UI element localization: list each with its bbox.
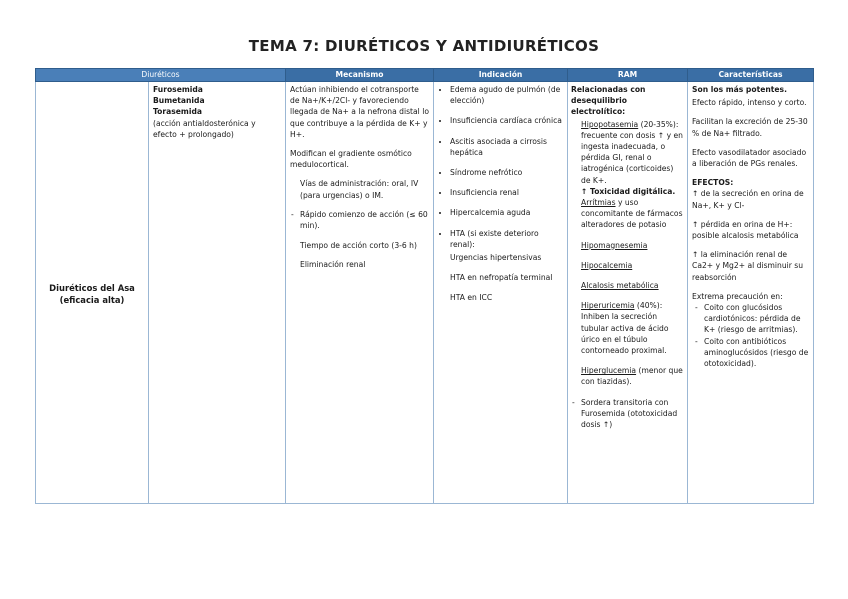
precaution-list <box>692 302 809 369</box>
ram-term: Hipocalcemia <box>581 260 633 270</box>
list-item: • Hipercalcemia aguda <box>450 207 563 218</box>
ram-intro: desequilibrio <box>571 96 627 106</box>
drug-name: Torasemida <box>153 107 203 117</box>
elimination: Eliminación renal <box>300 260 366 270</box>
list-item: • Insuficiencia cardíaca crónica <box>450 115 563 126</box>
table-header-row <box>36 69 814 82</box>
indication-list <box>438 84 563 250</box>
list-item: - Coito con antibióticos aminoglucósidos (riesgo de ototoxicidad). <box>704 336 809 370</box>
list-item: • HTA (si existe deterioro renal): <box>450 228 563 250</box>
ram-digitalis: ↑ Toxicidad digitálica. <box>581 186 676 196</box>
table-row <box>36 82 814 504</box>
ram-list <box>571 397 683 431</box>
list-item: • Edema agudo de pulmón (de elección) <box>450 84 563 106</box>
ram-term: Hiperglucemia <box>581 366 637 376</box>
list-item: • Síndrome nefrótico <box>450 167 563 178</box>
ram-text: (20-35%): frecuente con dosis ↑ y en ingesta inadecuada, o pérdida GI, renal o iatrogénica (corticoides) de K+. <box>581 119 683 185</box>
effect-item: ↑ de la secreción en orina de Na+, K+ y Cl- <box>692 189 804 210</box>
features-cell <box>688 82 814 504</box>
feature-text: Facilitan la excreción de 25-30 % de Na+ filtrado. <box>692 117 808 138</box>
list-item: • Insuficiencia renal <box>450 187 563 198</box>
ram-term: Hipopotasemia <box>581 119 639 129</box>
effect-item: ↑ la eliminación renal de Ca2+ y Mg2+ al disminuir su reabsorción <box>692 250 804 282</box>
mechanism-list <box>290 209 429 231</box>
header-ram: RAM <box>568 69 688 82</box>
diuretics-table <box>35 68 814 504</box>
list-item: HTA en nefropatía terminal <box>450 273 553 283</box>
list-item: Urgencias hipertensivas <box>450 253 542 263</box>
drugs-cell <box>149 82 286 504</box>
effects-heading: EFECTOS: <box>692 178 734 188</box>
list-item: HTA en ICC <box>450 293 493 303</box>
list-item: - Coito con glucósidos cardiotónicos: pérdida de K+ (riesgo de arritmias). <box>704 302 809 336</box>
group-subtitle: (eficacia alta) <box>59 294 125 305</box>
ram-intro: electrolítico: <box>571 107 626 117</box>
page-title: TEMA 7: DIURÉTICOS Y ANTIDIURÉTICOS <box>248 37 600 55</box>
header-mecanismo: Mecanismo <box>286 69 434 82</box>
administration-routes: Vías de administración: oral, IV (para urgencias) o IM. <box>300 179 419 200</box>
header-indicacion: Indicación <box>434 69 568 82</box>
ram-hyperuricemia <box>581 300 683 356</box>
mechanism-text: Modifican el gradiente osmótico medulocortical. <box>290 149 412 170</box>
ram-term: Arrítmias <box>581 198 616 208</box>
mechanism-cell <box>286 82 434 504</box>
ram-hypokalemia <box>581 119 683 186</box>
group-cell <box>36 82 149 504</box>
feature-text: Son los más potentes. <box>692 85 787 94</box>
effect-item: ↑ pérdida en orina de H+: posible alcalosis metabólica <box>692 219 799 241</box>
ram-arrhythmia <box>581 197 683 231</box>
indication-cell <box>434 82 568 504</box>
ram-text: y uso concomitante de fármacos alteradores de potasio <box>581 198 683 230</box>
feature-text: Efecto vasodilatador asociado a liberación de PGs renales. <box>692 147 807 169</box>
feature-text: Efecto rápido, intenso y corto. <box>692 98 807 108</box>
ram-term: Hipomagnesemia <box>581 240 648 250</box>
header-diureticos: Diuréticos <box>36 69 286 82</box>
ram-intro: Relacionadas con <box>571 85 646 94</box>
ram-term: Alcalosis metabólica <box>581 281 659 291</box>
ram-term: Hiperuricemia <box>581 301 635 311</box>
mechanism-text: Actúan inhibiendo el cotransporte de Na+/K+/2Cl- y favoreciendo llegada de Na+ a la nefrona distal lo que contribuye a la pérdida de K+ y H+. <box>290 85 429 139</box>
drugs-note: (acción antialdosterónica y efecto + prolongado) <box>153 118 256 139</box>
group-name: Diuréticos del Asa <box>49 282 135 293</box>
list-item: - Rápido comienzo de acción (≤ 60 min). <box>300 209 429 231</box>
header-caracteristicas: Características <box>688 69 814 82</box>
list-item: • Ascitis asociada a cirrosis hepática <box>450 136 563 158</box>
drug-name: Bumetanida <box>153 96 205 106</box>
ram-hyperglycemia <box>581 365 683 387</box>
ram-text: (40%): Inhiben la secreción tubular activa de ácido úrico en el túbulo contorneado proximal. <box>581 301 669 356</box>
precaution-heading: Extrema precaución en: <box>692 291 783 301</box>
action-duration: Tiempo de acción corto (3-6 h) <box>300 241 417 251</box>
list-item: - Sordera transitoria con Furosemida (ototoxicidad dosis ↑) <box>581 397 683 431</box>
drug-name: Furosemida <box>153 85 203 94</box>
ram-text: (menor que con tiazidas). <box>581 366 683 387</box>
ram-cell <box>568 82 688 504</box>
